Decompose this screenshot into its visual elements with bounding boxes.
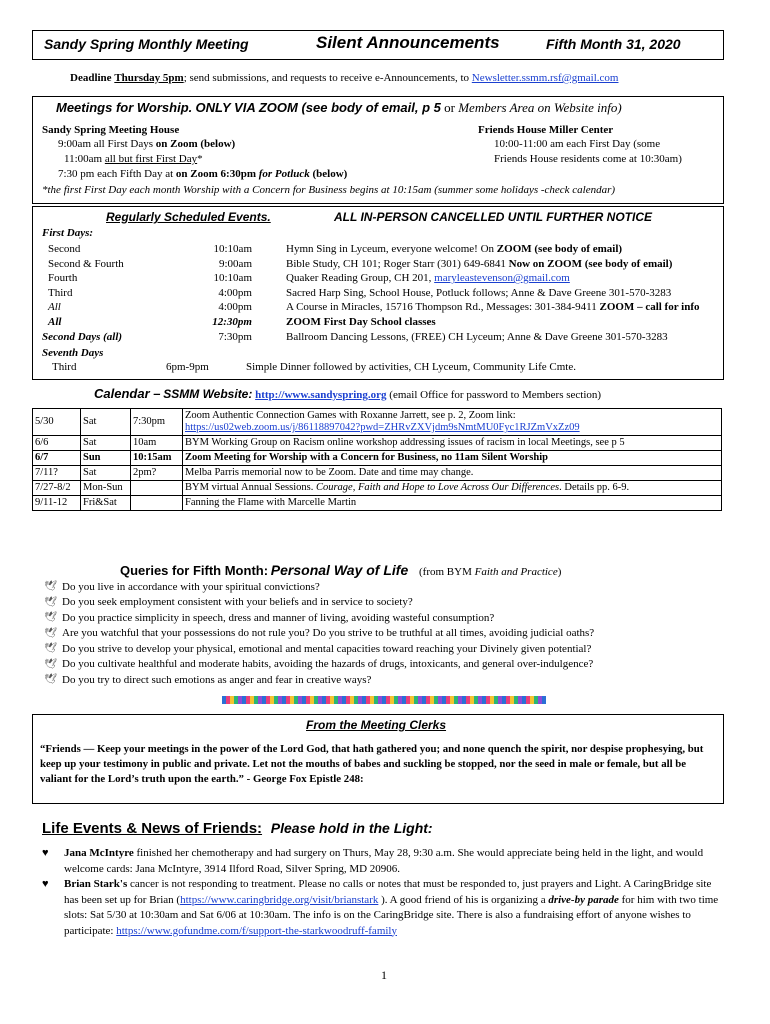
- worship-note: *the first First Day each month Worship with a Concern for Business begins at 10:15am (summer some holidays -check calendar): [42, 184, 616, 196]
- gofundme-link[interactable]: https://www.gofundme.com/f/support-the-starkwoodruff-family: [116, 924, 397, 937]
- cal-date: 7/27-8/2: [33, 481, 81, 496]
- miller-line1: 10:00-11:00 am each First Day (some: [494, 138, 661, 150]
- worship-title: Meetings for Worship.: [56, 100, 193, 115]
- calendar-row: [33, 481, 722, 496]
- dove-icon: 🕊︎: [44, 643, 57, 655]
- cal-time: [131, 496, 183, 511]
- seventh-days-label: Seventh Days: [42, 347, 104, 359]
- cal-date: 6/6: [33, 436, 81, 451]
- event-time: 4:00pm: [218, 286, 252, 299]
- seventh-desc: Simple Dinner followed by activities, CH Lyceum, Community Life Cmte.: [246, 361, 576, 373]
- queries-title-line: [120, 562, 561, 578]
- event-desc: Quaker Reading Group, CH 201, maryleastevenson@gmail.com: [286, 272, 570, 285]
- cal-day: Fri&Sat: [81, 496, 131, 511]
- event-day: Second Days (all): [42, 330, 123, 343]
- query-item: 🕊︎ Do you strive to develop your physical, emotional and mental capacities toward reaching your Divinely given potential?: [44, 642, 592, 655]
- queries-title: Queries for Fifth Month:: [120, 563, 269, 578]
- cal-day: Sun: [81, 451, 131, 466]
- house-heading: Sandy Spring Meeting House: [42, 124, 180, 136]
- event-time: 10:10am: [213, 243, 252, 255]
- zoom-link[interactable]: https://us02web.zoom.us/j/86118897042?pwd=ZHRvZXVjdm9sNmtMU0Fyc1RJZmVxZz09: [185, 422, 580, 433]
- calendar-title-line: [94, 386, 601, 401]
- header-center: Silent Announcements: [316, 33, 500, 52]
- event-row: [42, 286, 700, 301]
- event-day: Third: [48, 286, 73, 299]
- seventh-day: Third: [52, 361, 77, 373]
- cal-time: [131, 481, 183, 496]
- cal-day: Sat: [81, 409, 131, 436]
- cal-desc: BYM Working Group on Racism online workshop addressing issues of racism in local Meetings, see p 5: [183, 436, 722, 451]
- query-item: 🕊︎ Do you cultivate healthful and moderate habits, avoiding the hazards of drugs, intoxicants, and general over-indulgence?: [44, 658, 594, 671]
- events-title: Regularly Scheduled Events.: [106, 210, 271, 224]
- calendar-tail: (email Office for password to Members section): [389, 389, 602, 401]
- worship-title-zoom: ONLY VIA ZOOM (see body of email, p 5: [195, 100, 441, 115]
- deadline-line: [70, 72, 619, 84]
- event-day: Fourth: [48, 272, 78, 285]
- event-row: [42, 315, 700, 330]
- page-number: 1: [381, 968, 387, 982]
- cal-date: 6/7: [33, 451, 81, 466]
- events-cancel: ALL IN-PERSON CANCELLED UNTIL FURTHER NOTICE: [334, 210, 653, 224]
- event-day: Second: [48, 243, 81, 255]
- deadline-prefix: Deadline: [70, 72, 112, 84]
- heart-icon: ♥: [42, 878, 49, 890]
- life-title: Life Events & News of Friends:: [42, 820, 263, 837]
- event-desc: Hymn Sing in Lyceum, everyone welcome! On ZOOM (see body of email): [286, 243, 623, 255]
- miller-heading: Friends House Miller Center: [478, 124, 614, 136]
- event-time: 12:30pm: [212, 315, 252, 328]
- event-desc: A Course in Miracles, 15716 Thompson Rd., Messages: 301-384-9411 ZOOM – call for info: [286, 301, 700, 314]
- header-right: Fifth Month 31, 2020: [546, 36, 681, 52]
- seventh-time: 6pm-9pm: [166, 361, 209, 373]
- queries-subtitle: Personal Way of Life: [270, 562, 409, 578]
- calendar-table: [32, 408, 722, 511]
- cal-desc: Zoom Authentic Connection Games with Roxanne Jarrett, see p. 2, Zoom link: https://us02web.zoom.us/j/86118897042?pwd=ZHRvZXVjdm9sNmtMU0Fyc1RJZmVxZz09: [183, 409, 722, 436]
- query-item: 🕊︎ Do you try to direct such emotions as anger and fear in creative ways?: [44, 673, 372, 686]
- event-time: 4:00pm: [218, 301, 252, 314]
- cal-desc: Zoom Meeting for Worship with a Concern for Business, no 11am Silent Worship: [183, 451, 722, 466]
- miller-line2: Friends House residents come at 10:30am): [494, 153, 682, 165]
- cal-desc: BYM virtual Annual Sessions. Courage, Faith and Hope to Love Across Our Differences. Details pp. 6-9.: [183, 481, 722, 496]
- cal-date: 5/30: [33, 409, 81, 436]
- clerks-title: From the Meeting Clerks: [306, 718, 447, 732]
- deadline-day: Thursday 5pm: [114, 72, 184, 84]
- cal-day: Sat: [81, 466, 131, 481]
- cal-day: Mon-Sun: [81, 481, 131, 496]
- house-line3: 7:30 pm each Fifth Day at on Zoom 6:30pm for Potluck (below): [58, 168, 348, 180]
- dove-icon: 🕊︎: [44, 627, 57, 639]
- cal-desc: Melba Parris memorial now to be Zoom. Date and time may change.: [183, 466, 722, 481]
- life-subtitle: Please hold in the Light:: [270, 820, 433, 836]
- event-row: [42, 257, 700, 272]
- query-item: 🕊︎ Do you practice simplicity in speech, dress and manner of living, avoiding wasteful consumption?: [44, 611, 495, 624]
- house-line1: 9:00am all First Days on Zoom (below): [58, 138, 236, 150]
- email-link[interactable]: maryleastevenson@gmail.com: [434, 272, 570, 285]
- queries-list: [44, 579, 594, 688]
- cal-time: 10am: [131, 436, 183, 451]
- event-time: 7:30pm: [218, 330, 252, 343]
- house-line2: 11:00am all but first First Day*: [64, 153, 203, 165]
- event-desc: ZOOM First Day School classes: [286, 315, 436, 328]
- calendar-url[interactable]: http://www.sandyspring.org: [255, 389, 387, 401]
- life-item-1: ♥ Jana McIntyre finished her chemotherapy and had surgery on Thurs, May 28, 9:30 a.m. She would appreciate being held in the light, and would welcome cards: Jana McIntyre, 3914 Ilford Road, Silver Spring, MD 20906.: [42, 847, 704, 875]
- deadline-email[interactable]: Newsletter.ssmm.rsf@gmail.com: [471, 72, 619, 84]
- calendar-row: [33, 466, 722, 481]
- calendar-site-label: SSMM Website:: [163, 387, 253, 401]
- calendar-title: Calendar –: [94, 386, 161, 401]
- calendar-row: [33, 436, 722, 451]
- event-day: Second & Fourth: [48, 257, 124, 270]
- event-row: [42, 300, 700, 315]
- dove-icon: 🕊︎: [44, 581, 57, 593]
- cal-date: 9/11-12: [33, 496, 81, 511]
- worship-title-members: Members Area on Website info): [458, 100, 622, 115]
- cal-date: 7/11?: [33, 466, 81, 481]
- cal-time: 7:30pm: [131, 409, 183, 436]
- event-desc: Ballroom Dancing Lessons, (FREE) CH Lyceum; Anne & Dave Greene 301-570-3283: [286, 330, 668, 343]
- cal-day: Sat: [81, 436, 131, 451]
- cal-time: 2pm?: [131, 466, 183, 481]
- event-day: All: [48, 301, 61, 314]
- calendar-row: [33, 451, 722, 466]
- clerks-quote: “Friends — Keep your meetings in the power of the Lord God, that hath gathered you; and none quench the spirit, nor despise prophesying, but keep up your testimony in public and private. Let not the mouths of babes and suckling be stopped, nor the seed in male or female, but all be valiant for the Lord’s truth upon the earth.” - George Fox Epistle 248:: [40, 743, 704, 785]
- calendar-row: [33, 409, 722, 436]
- queries-source: (from BYM Faith and Practice): [419, 566, 562, 578]
- event-time: 10:10am: [213, 272, 252, 285]
- query-item: 🕊︎ Do you seek employment consistent with your beliefs and in service to society?: [44, 596, 413, 609]
- dove-icon: 🕊︎: [44, 596, 57, 608]
- first-days-label: First Days:: [42, 227, 94, 239]
- dove-icon: 🕊︎: [44, 658, 57, 670]
- header-left: Sandy Spring Monthly Meeting: [44, 36, 249, 52]
- calendar-row: [33, 496, 722, 511]
- events-table: [42, 242, 700, 344]
- event-row: [42, 242, 700, 257]
- deadline-mid: ; send submissions, and requests to receive e-Announcements, to: [183, 72, 470, 84]
- event-desc: Sacred Harp Sing, School House, Potluck follows; Anne & Dave Greene 301-570-3283: [286, 286, 672, 299]
- worship-title-or: or: [444, 100, 455, 115]
- event-day: All: [48, 315, 62, 328]
- cal-time: 10:15am: [131, 451, 183, 466]
- query-item: 🕊︎ Do you live in accordance with your spiritual convictions?: [44, 580, 320, 593]
- dove-icon: 🕊︎: [44, 612, 57, 624]
- heart-icon: ♥: [42, 847, 49, 859]
- worship-title-line: [56, 100, 622, 116]
- query-item: 🕊︎ Are you watchful that your possessions do not rule you? Do you strive to be truthful at all times, avoiding judicial oaths?: [44, 627, 595, 640]
- event-row: [42, 330, 700, 345]
- cal-desc: Fanning the Flame with Marcelle Martin: [183, 496, 722, 511]
- event-time: 9:00am: [219, 257, 252, 270]
- event-row: [42, 271, 700, 286]
- life-title-line: [42, 820, 433, 837]
- event-desc: Bible Study, CH 101; Roger Starr (301) 649-6841 Now on ZOOM (see body of email): [286, 257, 673, 270]
- decorative-banner: [222, 696, 546, 704]
- caringbridge-link[interactable]: https://www.caringbridge.org/visit/brianstark: [180, 893, 379, 906]
- dove-icon: 🕊︎: [44, 674, 57, 686]
- life-item-2: ♥ Brian Stark's cancer is not responding to treatment. Please no calls or notes that must be responded to, just prayers and Light. A CaringBridge site has been set up for Brian (https://www.caringbridge.org/visit/brianstark ). A good friend of his is organizing a drive-by parade for him with two time slots: Sat 5/30 at 10:30am and Sat 6/06 at 10:30am. The info is on the CaringBridge site. There is also a fundraising effort of anyone wishes to participate: https://www.gofundme.com/f/support-the-starkwoodruff-family: [42, 878, 719, 937]
